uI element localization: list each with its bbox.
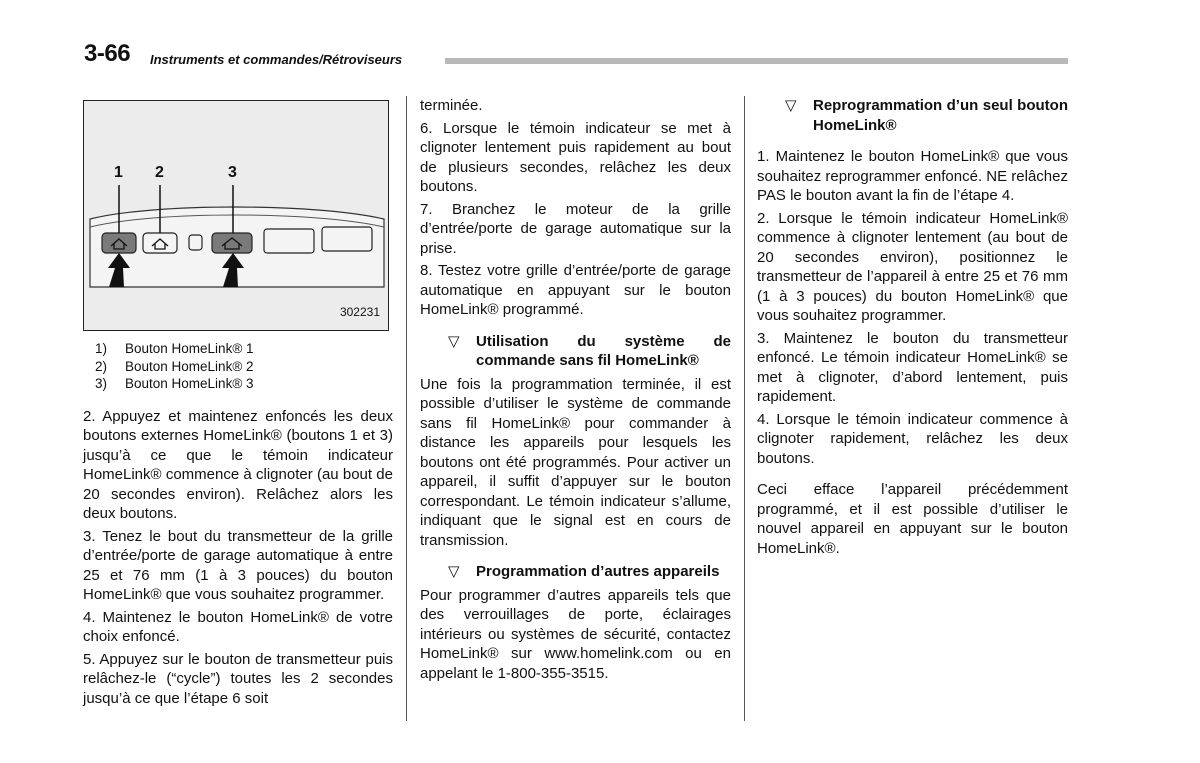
column-divider (744, 96, 745, 721)
paragraph: Une fois la programmation terminée, il est possible d’utiliser le système de commande sans fil HomeLink® pour commander à distance les appareils pour lesquels les boutons ont été programmés. Pour activer un appareil, il suffit d’appuyer sur le bouton correspondant. Le témoin indicateur s’allume, indiquant que le signal est en cours de transmission. (420, 375, 731, 549)
paragraph: 3. Tenez le bout du transmetteur de la grille d’entrée/porte de garage automatique à entre 25 et 76 mm (1 à 3 pouces) du bouton HomeLink® que vous souhaitez programmer. (83, 527, 393, 603)
caption-text: Bouton HomeLink® 3 (125, 376, 254, 391)
section-title: Instruments et commandes/Rétroviseurs (150, 52, 403, 67)
paragraph: 7. Branchez le moteur de la grille d’entrée/porte de garage automatique sur la prise. (420, 200, 731, 257)
homelink-illustration (83, 100, 389, 331)
subheading-text: Utilisation du système de commande sans fil HomeLink® (476, 332, 731, 369)
paragraph: 2. Appuyez et maintenez enfoncés les deux boutons externes HomeLink® (boutons 1 et 3) jusqu’à ce que le témoin indicateur HomeLink® commence à clignoter (au bout de 20 secondes environ). Relâchez alors les deux boutons. (83, 407, 393, 522)
paragraph: 8. Testez votre grille d’entrée/porte de garage automatique en appuyant sur le bouton HomeLink® programmé. (420, 262, 731, 318)
caption-row (95, 375, 393, 393)
paragraph: 4. Lorsque le témoin indicateur commence à clignoter rapidement, relâchez les deux boutons. (757, 410, 1068, 467)
figure-code: 302231 (339, 304, 380, 319)
column-left (83, 100, 393, 711)
caption-number: 3) (95, 376, 108, 391)
subheading-text: Reprogrammation d’un seul bouton HomeLink® (813, 97, 1068, 134)
paragraph: 6. Lorsque le témoin indicateur se met à clignoter lentement puis rapidement au bout de plusieurs secondes, relâchez les deux boutons. (420, 119, 731, 195)
caption-number: 2) (95, 358, 108, 374)
paragraph: 5. Appuyez sur le bouton de transmetteur puis relâchez-le (“cycle”) toutes les 2 secondes jusqu’à ce que l’étape 6 soit (83, 650, 393, 707)
callout-1: 1 (114, 164, 123, 181)
triangle-marker-icon: ▽ (448, 332, 460, 350)
page-number: 3-66 (84, 40, 131, 67)
caption-number: 1) (95, 341, 108, 356)
triangle-marker-icon: ▽ (448, 563, 460, 580)
callout-2: 2 (155, 164, 164, 181)
paragraph: 3. Maintenez le bouton du transmetteur enfoncé. Le témoin indicateur HomeLink® se met à clignoter, d’abord lentement, puis rapidement. (757, 329, 1068, 405)
paragraph: 1. Maintenez le bouton HomeLink® que vous souhaitez reprogrammer enfoncé. NE relâchez PAS le bouton avant la fin de l’étape 4. (757, 148, 1068, 204)
callout-3: 3 (228, 164, 237, 181)
caption-row (95, 358, 393, 376)
paragraph: 4. Maintenez le bouton HomeLink® de votre choix enfoncé. (83, 608, 393, 645)
subheading-text: Programmation d’autres appareils (476, 563, 720, 580)
subheading (448, 562, 731, 582)
paragraph: 2. Lorsque le témoin indicateur HomeLink® commence à clignoter lentement (au bout de 20 secondes environ), positionnez le transmetteur de l’appareil à entre 25 et 76 mm (1 à 3 pouces) du bouton HomeLink® que vous souhaitez programmer. (757, 209, 1068, 324)
caption-row (95, 340, 393, 358)
subheading (785, 96, 1068, 135)
triangle-marker-icon: ▽ (785, 97, 797, 114)
paragraph: Pour programmer d’autres appareils tels que des verrouillages de porte, éclairages intérieurs ou systèmes de sécurité, contactez HomeLink® sur www.homelink.com ou en appelant le 1-800-355-3515. (420, 586, 731, 682)
column-divider (406, 96, 407, 721)
caption-text: Bouton HomeLink® 2 (125, 358, 254, 374)
figure-captions (95, 340, 393, 393)
subheading (448, 332, 731, 371)
column-right (757, 96, 1068, 561)
caption-text: Bouton HomeLink® 1 (125, 341, 254, 356)
paragraph: Ceci efface l’appareil précédemment programmé, et il est possible d’utiliser le nouvel appareil en appuyant sur le bouton HomeLink®. (757, 481, 1068, 557)
paragraph: terminée. (420, 97, 483, 114)
header-rule (445, 58, 1068, 64)
homelink-buttons-drawing (84, 101, 387, 329)
column-middle (420, 96, 731, 686)
